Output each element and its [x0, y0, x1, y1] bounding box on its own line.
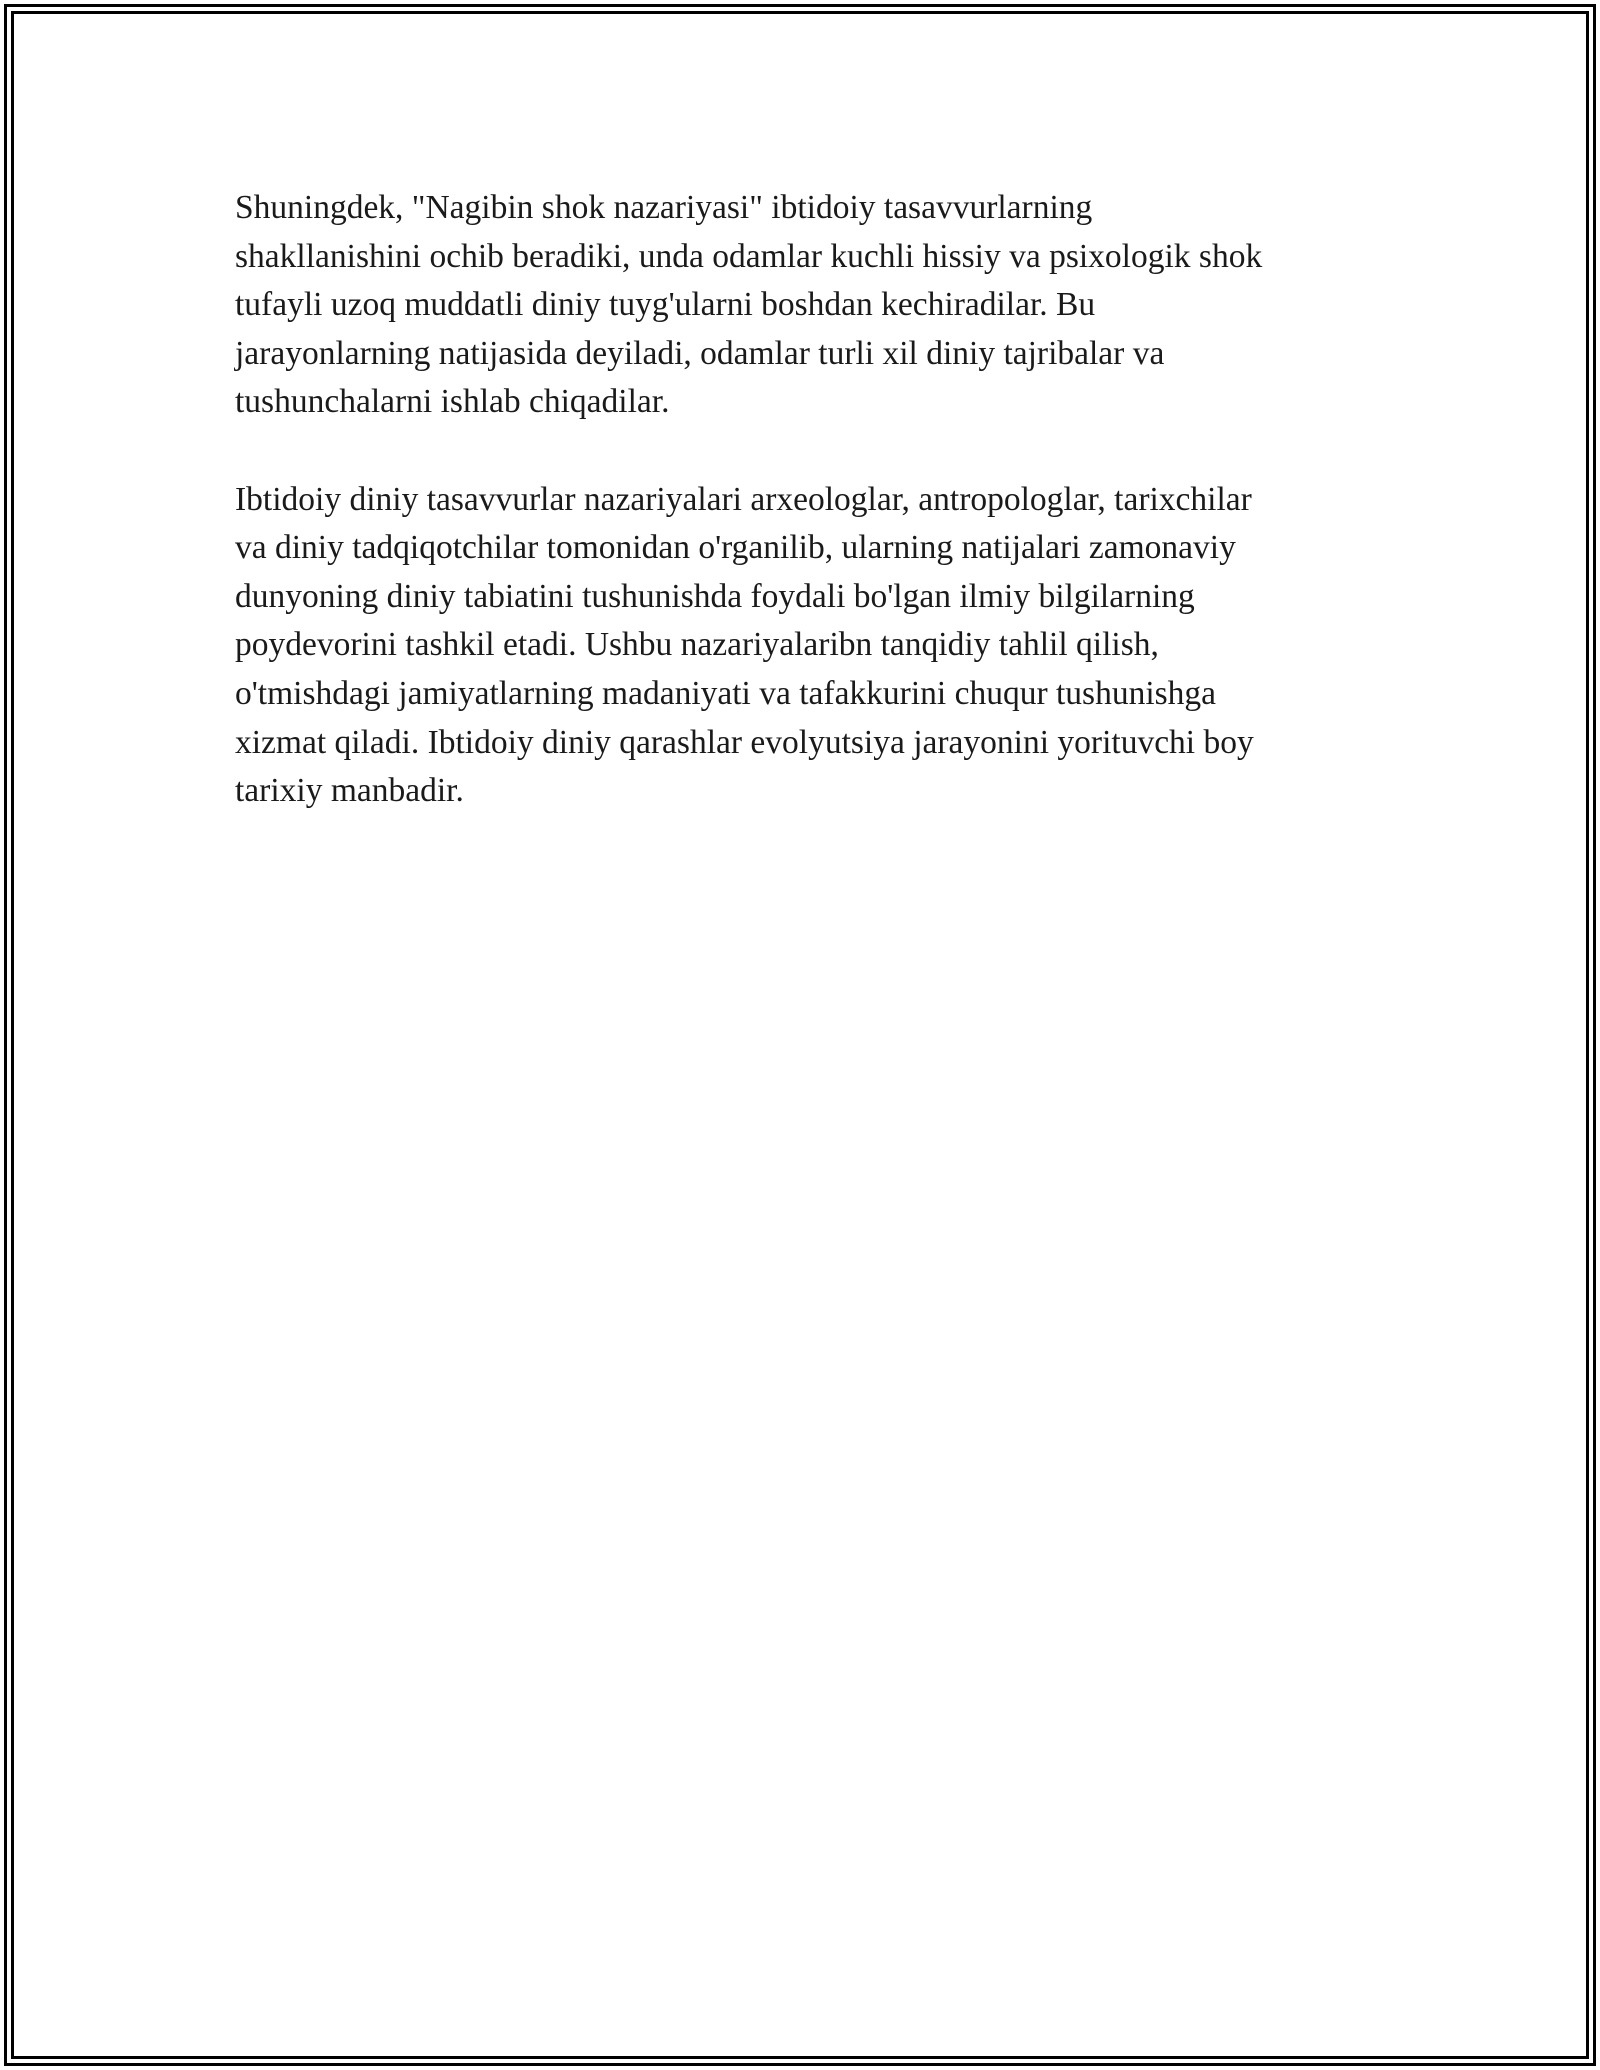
paragraph-line: o'tmishdagi jamiyatlarning madaniyati va tafakkurini chuqur tushunishga	[235, 674, 1217, 712]
paragraph-line: va diniy tadqiqotchilar tomonidan o'rganilib, ularning natijalari zamonaviy	[235, 529, 1236, 567]
paragraph-line: Ibtidoiy diniy tasavvurlar nazariyalari arxeologlar, antropologlar, tarixchilar	[235, 480, 1252, 518]
paragraph-2	[235, 476, 1365, 816]
paragraph-line: tufayli uzoq muddatli diniy tuyg'ularni boshdan kechiradilar. Bu	[235, 286, 1096, 324]
paragraph-line: jarayonlarning natijasida deyiladi, odamlar turli xil diniy tajribalar va	[235, 334, 1165, 372]
paragraph-line: Shuningdek, "Nagibin shok nazariyasi" ibtidoiy tasavvurlarning	[235, 189, 1093, 226]
document-body	[235, 184, 1365, 864]
paragraph-line: xizmat qiladi. Ibtidoiy diniy qarashlar evolyutsiya jarayonini yorituvchi boy	[235, 723, 1254, 761]
paragraph-line: shakllanishini ochib beradiki, unda odamlar kuchli hissiy va psixologik shok	[235, 237, 1263, 275]
paragraph-line: tarixiy manbadir.	[235, 772, 464, 810]
paragraph-line: dunyoning diniy tabiatini tushunishda foydali bo'lgan ilmiy bilgilarning	[235, 577, 1195, 615]
paragraph-line: tushunchalarni ishlab chiqadilar.	[235, 383, 670, 421]
paragraph-1	[235, 184, 1365, 427]
paragraph-line: poydevorini tashkil etadi. Ushbu nazariyalaribn tanqidiy tahlil qilish,	[235, 626, 1159, 664]
